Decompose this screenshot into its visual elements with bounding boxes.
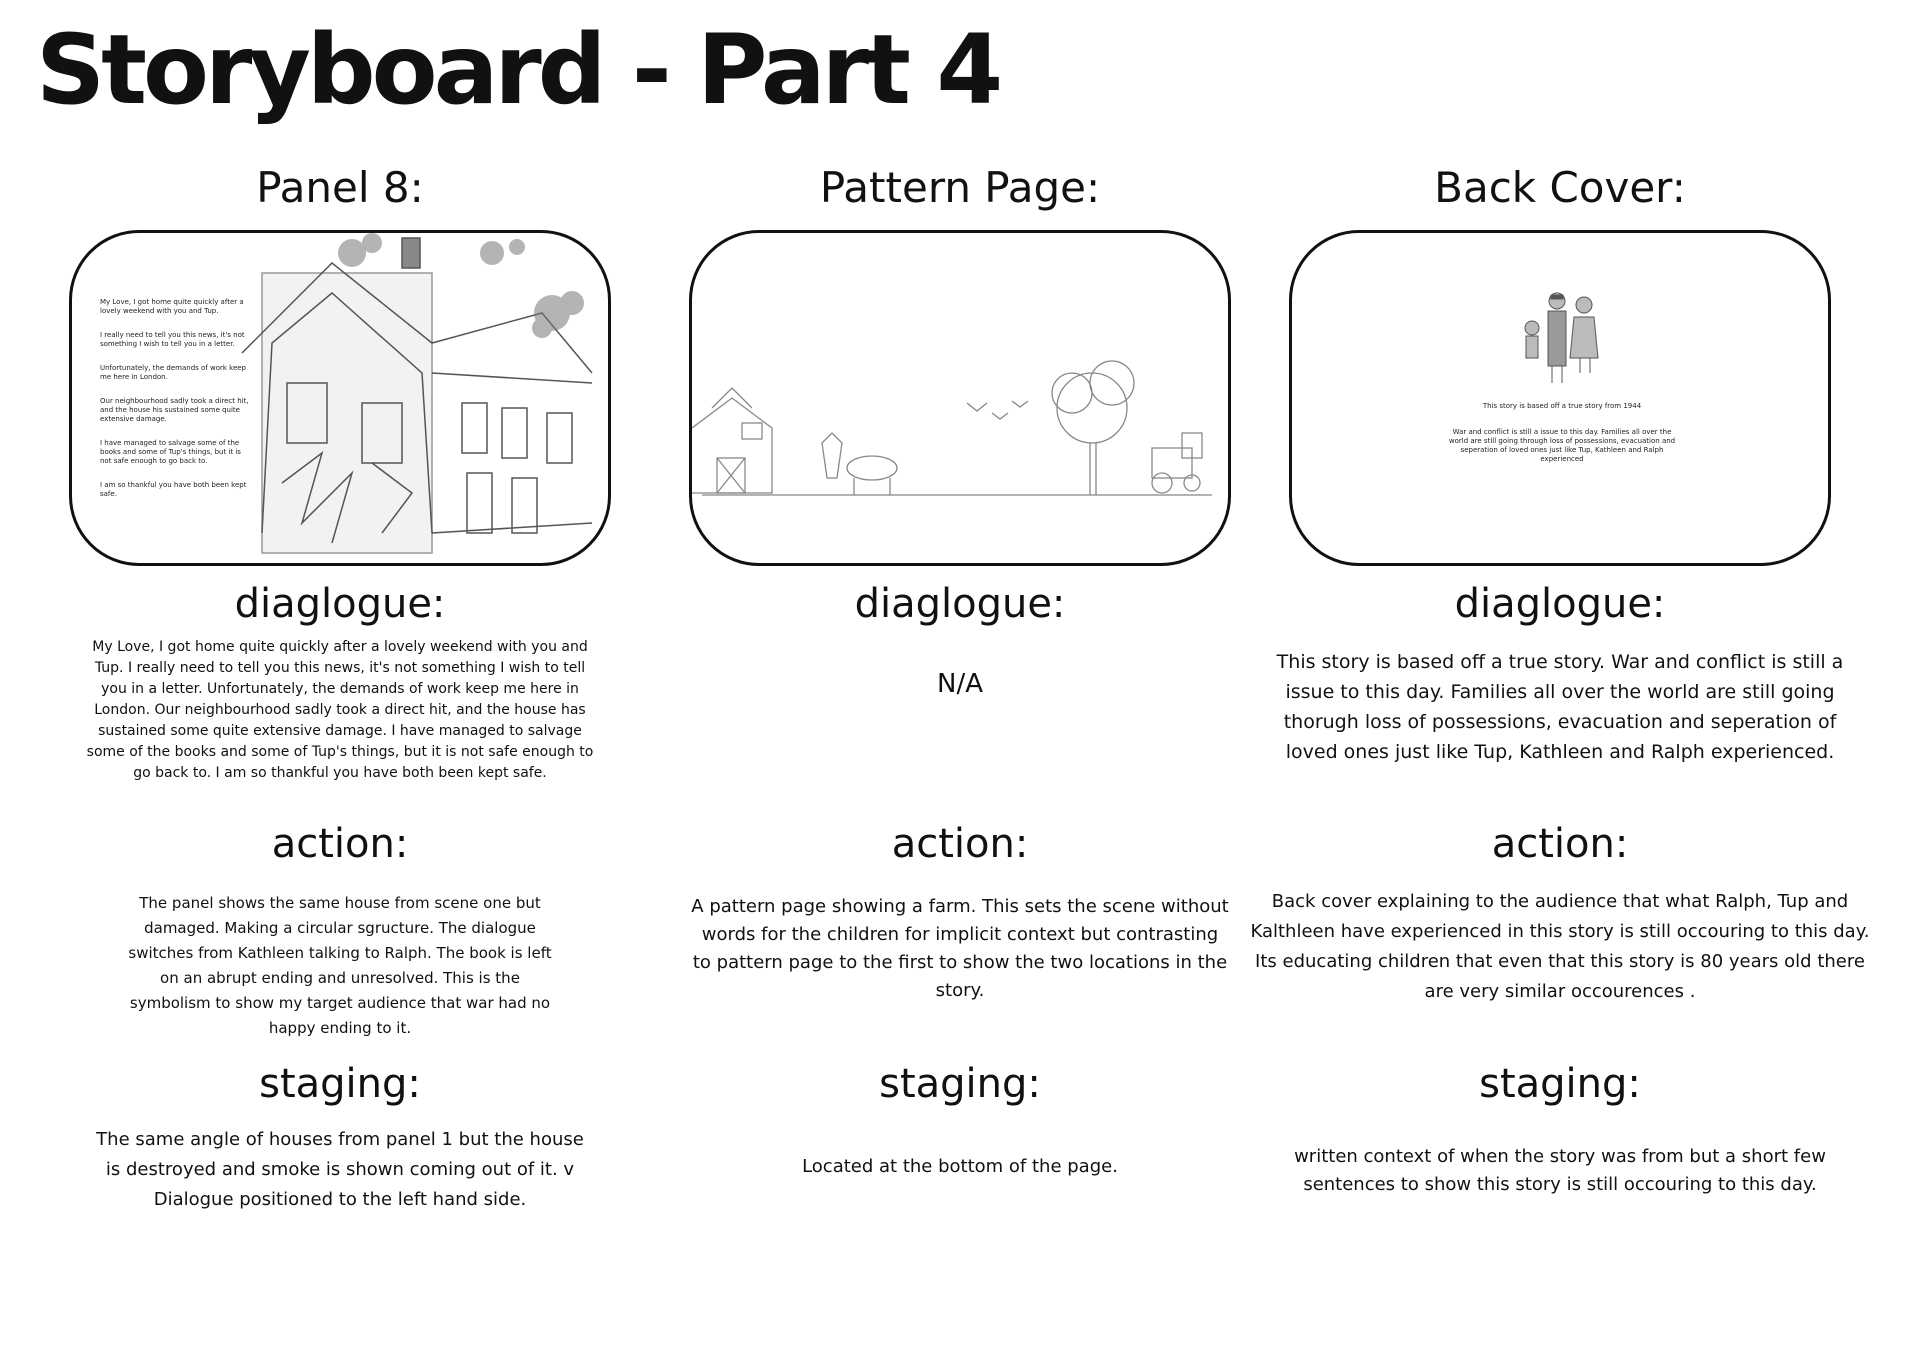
back-cover-thumbnail <box>1289 230 1831 566</box>
dialogue-text: My Love, I got home quite quickly after a lovely weekend with you and Tup. I really need to tell you this news, it's not something I wish to tell you in a letter. Unfortunately, the demands of work keep me here in London. Our neighbourhood sadly took a direct hit, and the house has sustained some quite extensive damage. I have managed to salvage some of the books and some of Tup's things, but it is not safe enough to go back to. I am so thankful you have both been kept safe. <box>86 639 594 781</box>
action-text: A pattern page showing a farm. This sets the scene without words for the children for implicit context but contrasting to pattern page to the first to show the two locations in the story. <box>691 896 1229 1001</box>
letter-line: Our neighbourhood sadly took a direct hit, and the house his sustained some quite extensive damage. <box>100 397 249 423</box>
action-label: action: <box>1491 821 1629 867</box>
dialogue-section <box>60 575 620 784</box>
pattern-page-thumbnail <box>689 230 1231 566</box>
staging-section <box>60 1055 620 1215</box>
staging-text: The same angle of houses from panel 1 but the house is destroyed and smoke is shown coming out of it. v Dialogue positioned to the left hand side. <box>96 1129 584 1210</box>
letter-line: I have managed to salvage some of the books and some of Tup's things, but it is not safe enough to go back to. <box>100 439 241 465</box>
page-title: Storyboard - Part 4 <box>36 14 1000 126</box>
letter-line: Unfortunately, the demands of work keep me here in London. <box>100 364 247 381</box>
letter-line: My Love, I got home quite quickly after a lovely weekend with you and Tup. <box>100 298 244 315</box>
action-label: action: <box>891 821 1029 867</box>
action-label: action: <box>271 821 409 867</box>
panel-heading: Panel 8: <box>256 163 424 212</box>
dialogue-label: diaglogue: <box>1454 581 1666 627</box>
dialogue-section <box>1276 575 1844 767</box>
back-cover-text <box>1442 393 1682 481</box>
action-section <box>680 815 1240 1005</box>
dialogue-text: N/A <box>937 669 983 699</box>
action-text: Back cover explaining to the audience that what Ralph, Tup and Kalthleen have experienced in this story is still occouring to this day. Its educating children that even that this story is 80 years old there are very similar occourences . <box>1250 891 1870 1002</box>
action-section <box>60 815 620 1041</box>
panel-8-thumbnail <box>69 230 611 566</box>
panel-column-1 <box>60 160 620 1210</box>
staging-label: staging: <box>1479 1061 1641 1107</box>
back-cover-line: This story is based off a true story from 1944 <box>1482 402 1642 410</box>
staging-section <box>1280 1055 1840 1199</box>
dialogue-label: diaglogue: <box>854 581 1066 627</box>
panel-column-3 <box>1250 160 1870 1195</box>
letter-line: I really need to tell you this news, it's not something I wish to tell you in a letter. <box>100 331 245 348</box>
back-cover-line: War and conflict is still a issue to this day. Families all over the world are still going through loss of possessions, evacuation and seperation of loved ones just like Tup, Kathleen and Ralph experienced <box>1448 428 1676 463</box>
staging-label: staging: <box>879 1061 1041 1107</box>
action-text: The panel shows the same house from scene one but damaged. Making a circular sgructure. The dialogue switches from Kathleen talking to Ralph. The book is left on an abrupt ending and unresolved. This is the symbolism to show my target audience that war had no happy ending to it. <box>128 894 552 1037</box>
staging-text: Located at the bottom of the page. <box>802 1156 1118 1177</box>
letter-line: I am so thankful you have both been kept safe. <box>100 481 247 498</box>
panel-8-letter-text <box>100 289 250 514</box>
staging-label: staging: <box>259 1061 421 1107</box>
dialogue-text: This story is based off a true story. War and conflict is still a issue to this day. Families all over the world are still going thorugh loss of possessions, evacuation and seperation of loved ones just like Tup, Kathleen and Ralph experienced. <box>1276 651 1844 763</box>
staging-section <box>680 1055 1240 1181</box>
panel-heading: Pattern Page: <box>819 163 1101 212</box>
panel-heading: Back Cover: <box>1434 163 1686 212</box>
dialogue-label: diaglogue: <box>234 581 446 627</box>
action-section <box>1250 815 1870 1007</box>
dialogue-section <box>680 575 1240 699</box>
panel-column-2 <box>680 160 1240 1177</box>
farm-pattern-sketch <box>692 233 1228 563</box>
staging-text: written context of when the story was from but a short few sentences to show this story is still occouring to this day. <box>1294 1146 1826 1195</box>
